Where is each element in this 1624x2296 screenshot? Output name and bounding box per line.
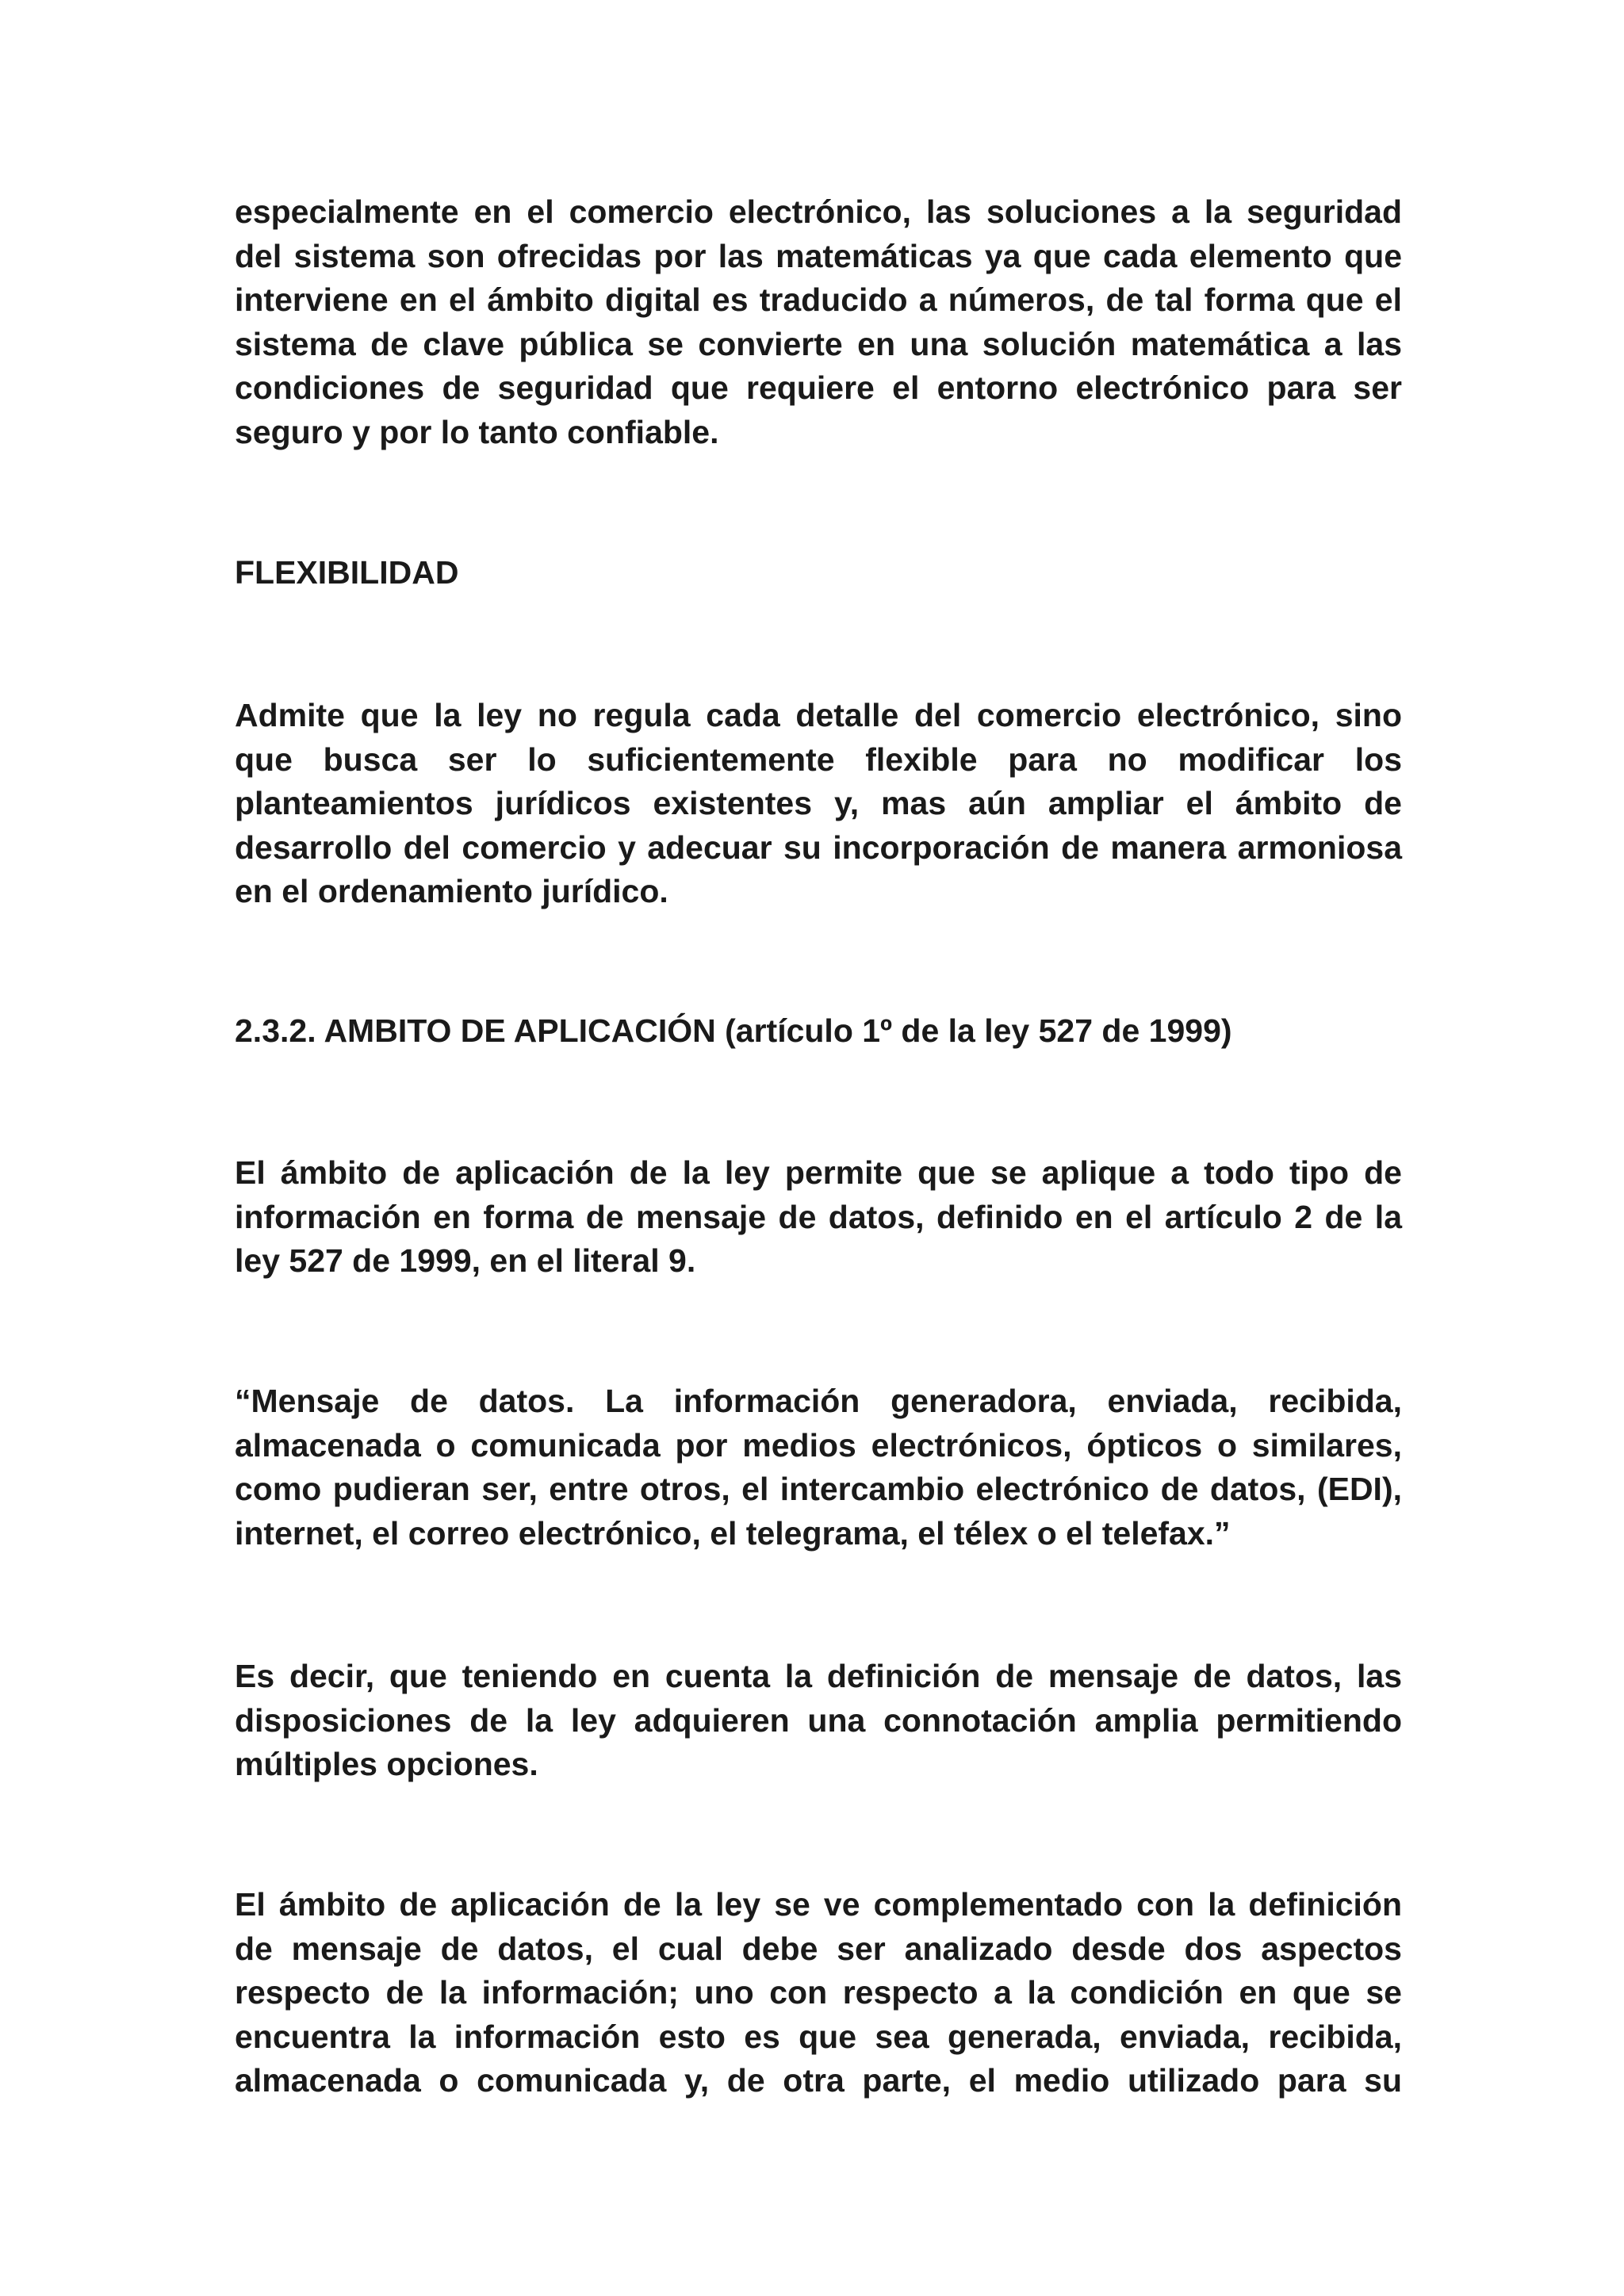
text-line: encuentra la información esto es que sea generada, enviada, recibida, xyxy=(235,2018,1402,2055)
paragraph-5 xyxy=(235,1655,1402,1787)
text-line: desarrollo del comercio y adecuar su incorporación de manera armoniosa xyxy=(235,828,1402,866)
text-line: condiciones de seguridad que requiere el entorno electrónico para ser xyxy=(235,369,1402,406)
text-line: interviene en el ámbito digital es traducido a números, de tal forma que el xyxy=(235,281,1402,318)
text-line: que busca ser lo suficientemente flexible para no modificar los xyxy=(235,740,1402,778)
text-line: de mensaje de datos, el cual debe ser analizado desde dos aspectos xyxy=(235,1930,1402,1967)
text-line: Admite que la ley no regula cada detalle del comercio electrónico, sino xyxy=(235,697,1402,733)
paragraph-4-quote xyxy=(235,1380,1402,1556)
paragraph-2 xyxy=(235,694,1402,914)
text-line: almacenada o comunicada por medios electrónicos, ópticos o similares, xyxy=(235,1426,1402,1464)
text-line: planteamientos jurídicos existentes y, mas aún ampliar el ámbito de xyxy=(235,785,1402,821)
text-line: seguro y por lo tanto confiable. xyxy=(235,413,719,450)
text-line: disposiciones de la ley adquieren una connotación amplia permitiendo xyxy=(235,1701,1402,1739)
text-line: sistema de clave pública se convierte en una solución matemática a las xyxy=(235,325,1402,362)
text-line: respecto de la información; uno con respecto a la condición en que se xyxy=(235,1974,1402,2011)
text-line: información en forma de mensaje de datos, definido en el artículo 2 de la xyxy=(235,1198,1402,1235)
text-line: El ámbito de aplicación de la ley se ve complementado con la definición xyxy=(235,1886,1402,1923)
text-line: del sistema son ofrecidas por las matemáticas ya que cada elemento que xyxy=(235,237,1402,274)
text-line: en el ordenamiento jurídico. xyxy=(235,873,668,909)
text-line: como pudieran ser, entre otros, el intercambio electrónico de datos, (EDI), xyxy=(235,1471,1402,1507)
section-heading-ambito: 2.3.2. AMBITO DE APLICACIÓN (artículo 1º de la ley 527 de 1999) xyxy=(235,1012,1232,1049)
text-line: ley 527 de 1999, en el literal 9. xyxy=(235,1242,696,1279)
text-line: especialmente en el comercio electrónico, las soluciones a la seguridad xyxy=(235,193,1402,230)
text-line: múltiples opciones. xyxy=(235,1746,538,1782)
text-line: El ámbito de aplicación de la ley permite que se aplique a todo tipo de xyxy=(235,1154,1402,1191)
text-line: almacenada o comunicada y, de otra parte, el medio utilizado para su xyxy=(235,2062,1402,2099)
text-line: “Mensaje de datos. La información generadora, enviada, recibida, xyxy=(235,1383,1402,1419)
text-line: internet, el correo electrónico, el telegrama, el télex o el telefax.” xyxy=(235,1514,1231,1552)
text-line: Es decir, que teniendo en cuenta la definición de mensaje de datos, las xyxy=(235,1658,1402,1694)
paragraph-3 xyxy=(235,1151,1402,1284)
paragraph-6 xyxy=(235,1883,1402,2103)
paragraph-1 xyxy=(235,190,1402,454)
section-heading-flexibilidad: FLEXIBILIDAD xyxy=(235,554,459,591)
